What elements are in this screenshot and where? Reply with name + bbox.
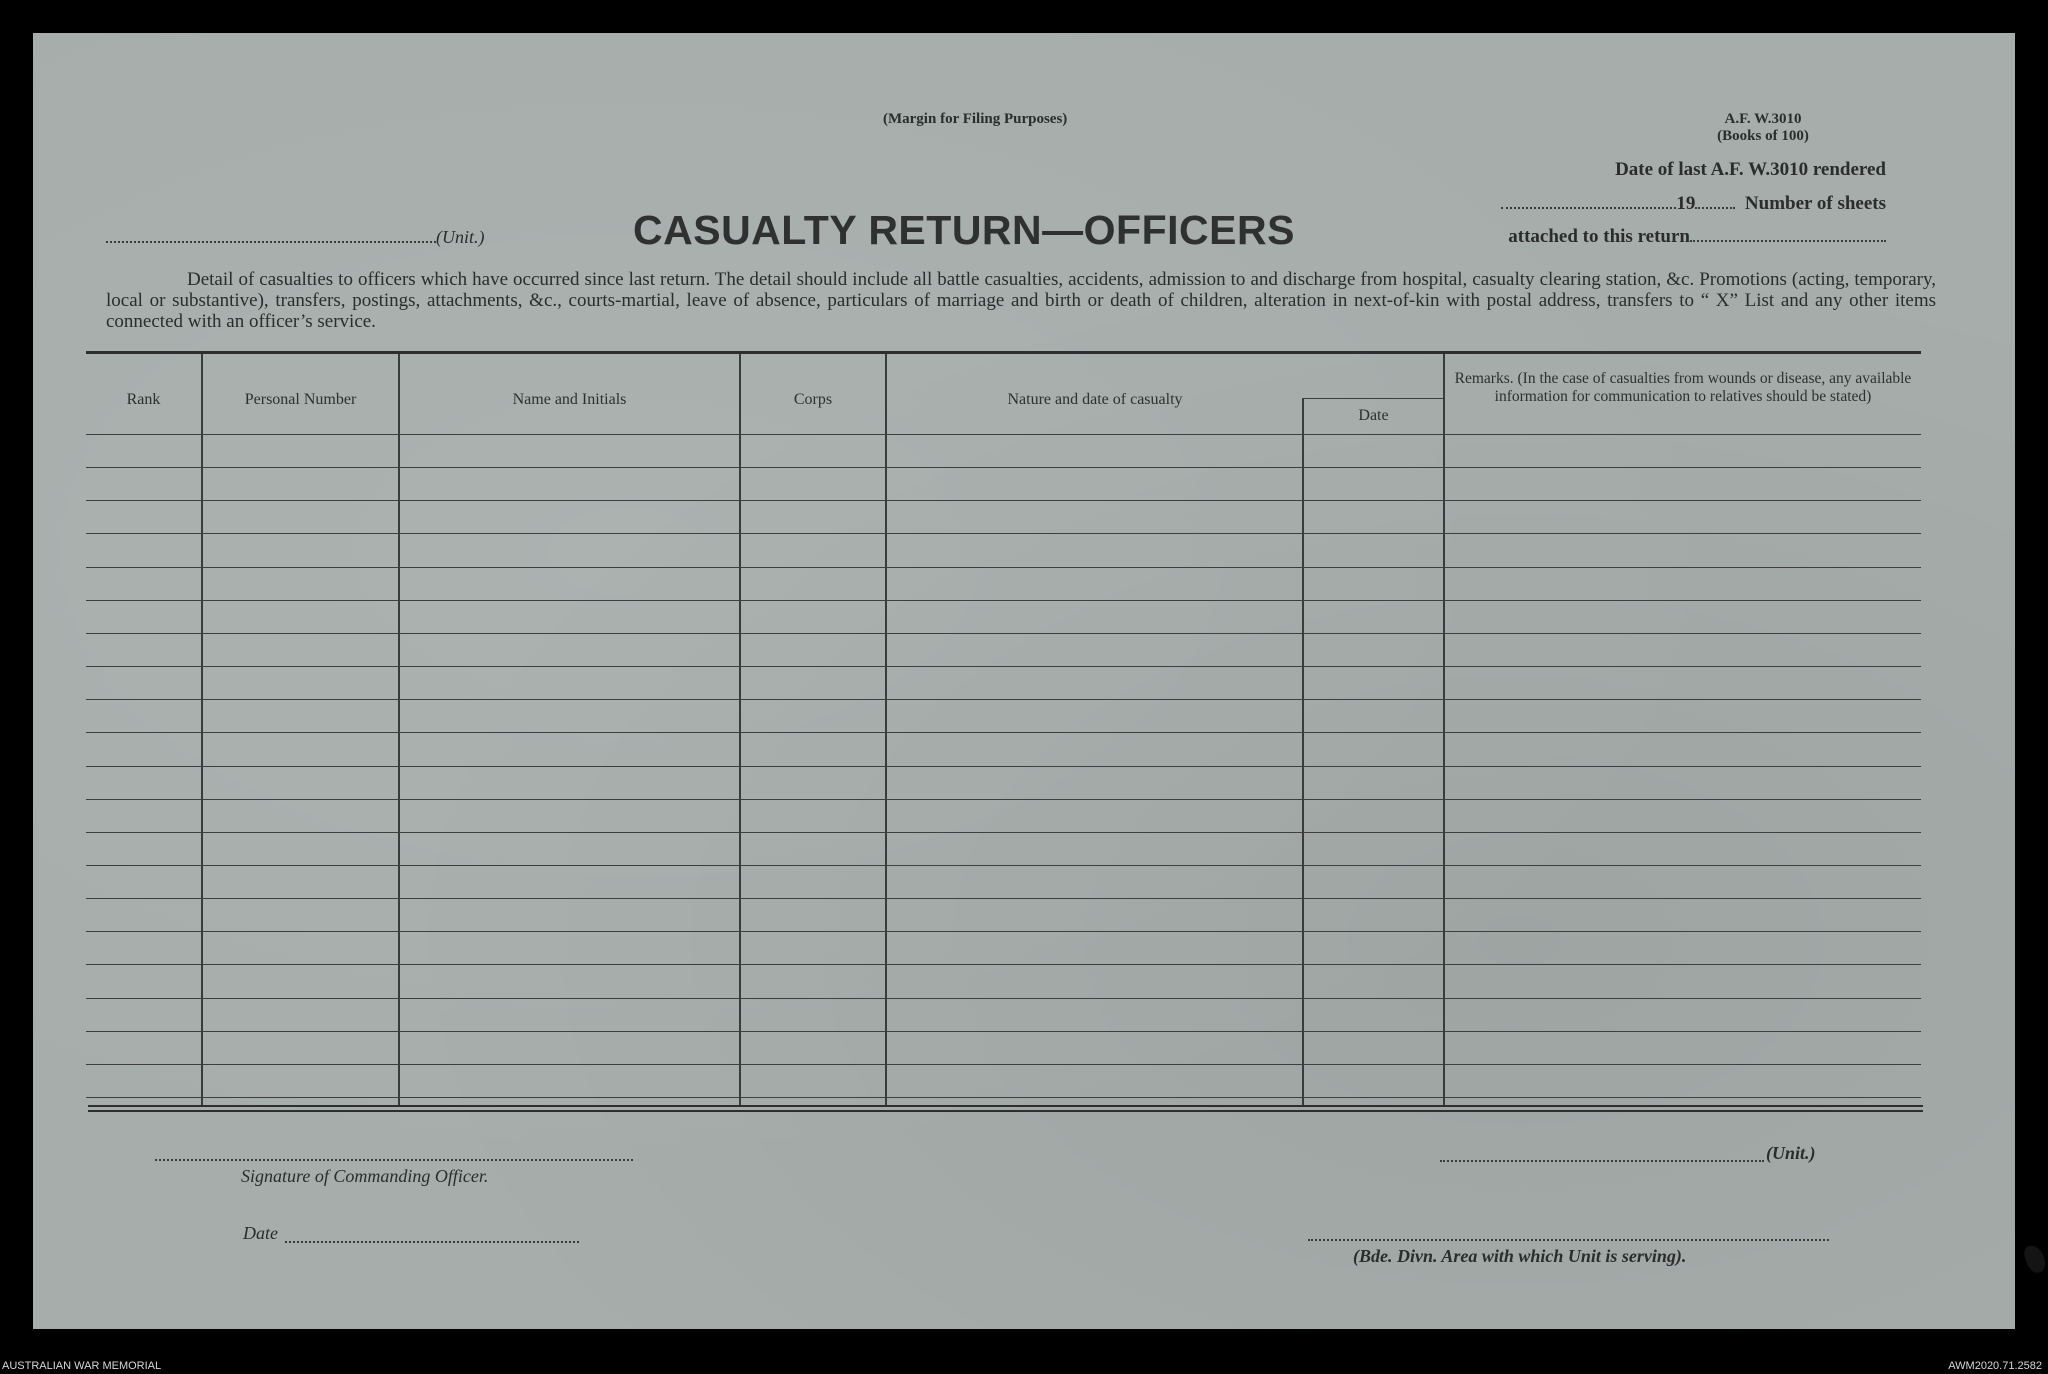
sheets-line bbox=[1501, 193, 1886, 215]
signature-dotted-field[interactable] bbox=[155, 1158, 633, 1161]
instructions-paragraph: Detail of casualties to officers which have occurred since last return. The detail should include all battle casualties, accidents, admission to and discharge from hospital, casualty clearing station, &c. Promotions (acting, temporary, local or substantive), transfers, postings, attachments, &c., courts-martial, leave of absence, particulars of marriage and birth or death of children, alteration in next-of-kin with postal address, transfers to “ X” List and any other items connected with an officer’s service. bbox=[106, 269, 1936, 332]
date-subheader-rule bbox=[1302, 398, 1443, 399]
header-rank: Rank bbox=[126, 391, 161, 408]
header-corps: Corps bbox=[793, 391, 833, 408]
table-row[interactable] bbox=[86, 600, 1921, 601]
table-bottom-rule-double bbox=[88, 1110, 1923, 1112]
unit-top-line bbox=[106, 227, 485, 248]
form-number-block bbox=[1653, 111, 1873, 145]
form-sheet bbox=[33, 33, 2015, 1329]
col-divider bbox=[1302, 398, 1304, 1106]
last-rendered-label: Date of last A.F. W.3010 rendered bbox=[1615, 159, 1886, 180]
footer-left-credit: AUSTRALIAN WAR MEMORIAL bbox=[2, 1360, 162, 1372]
header-date: Date bbox=[1358, 407, 1389, 424]
date-label: Date bbox=[243, 1223, 278, 1243]
bde-dotted-field[interactable] bbox=[1308, 1238, 1829, 1241]
attached-label: attached to this return bbox=[1508, 226, 1690, 247]
table-row[interactable] bbox=[86, 434, 1921, 435]
date-dotted-field[interactable] bbox=[285, 1240, 579, 1243]
year-dotted-field[interactable] bbox=[1695, 206, 1735, 209]
signature-label: Signature of Commanding Officer. bbox=[241, 1166, 489, 1186]
unit-label: (Unit.) bbox=[436, 227, 485, 247]
table-row[interactable] bbox=[86, 732, 1921, 733]
table-top-rule bbox=[86, 351, 1921, 354]
table-row[interactable] bbox=[86, 1031, 1921, 1032]
table-row[interactable] bbox=[86, 799, 1921, 800]
sheets-label: Number of sheets bbox=[1744, 193, 1886, 214]
table-row[interactable] bbox=[86, 467, 1921, 468]
unit-bottom-label: (Unit.) bbox=[1766, 1143, 1816, 1163]
table-row[interactable] bbox=[86, 699, 1921, 700]
table-row[interactable] bbox=[86, 1097, 1921, 1098]
header-name: Name and Initials bbox=[512, 391, 627, 408]
unit-bottom-dotted-field[interactable] bbox=[1440, 1159, 1764, 1162]
header-nature: Nature and date of casualty bbox=[1007, 391, 1183, 408]
form-title: CASUALTY RETURN—OFFICERS bbox=[633, 207, 1295, 253]
header-remarks: Remarks. (In the case of casualties from wounds or disease, any available information for communication to relatives should be stated) bbox=[1454, 370, 1912, 405]
table-row[interactable] bbox=[86, 865, 1921, 866]
filing-margin-note: (Margin for Filing Purposes) bbox=[883, 111, 1068, 127]
books-note: (Books of 100) bbox=[1717, 128, 1809, 144]
table-row[interactable] bbox=[86, 832, 1921, 833]
table-row[interactable] bbox=[86, 666, 1921, 667]
bde-label: (Bde. Divn. Area with which Unit is serving). bbox=[1353, 1246, 1687, 1266]
table-row[interactable] bbox=[86, 898, 1921, 899]
table-row[interactable] bbox=[86, 533, 1921, 534]
date-dotted-field[interactable] bbox=[1501, 206, 1676, 209]
form-number: A.F. W.3010 bbox=[1724, 111, 1802, 127]
year-prefix: 19 bbox=[1676, 193, 1696, 214]
table-bottom-rule bbox=[88, 1105, 1923, 1107]
table-row[interactable] bbox=[86, 931, 1921, 932]
sheets-count-dotted-field[interactable] bbox=[1690, 239, 1886, 242]
table-row[interactable] bbox=[86, 766, 1921, 767]
unit-dotted-field[interactable] bbox=[106, 240, 436, 243]
table-row[interactable] bbox=[86, 964, 1921, 965]
table-row[interactable] bbox=[86, 633, 1921, 634]
header-personal-number: Personal Number bbox=[244, 391, 357, 408]
ink-blot bbox=[2022, 1243, 2048, 1275]
table-row[interactable] bbox=[86, 500, 1921, 501]
footer-right-id: AWM2020.71.2582 bbox=[1948, 1360, 2042, 1372]
table-row[interactable] bbox=[86, 1064, 1921, 1065]
attached-line bbox=[1508, 226, 1886, 248]
table-row[interactable] bbox=[86, 567, 1921, 568]
table-row[interactable] bbox=[86, 998, 1921, 999]
